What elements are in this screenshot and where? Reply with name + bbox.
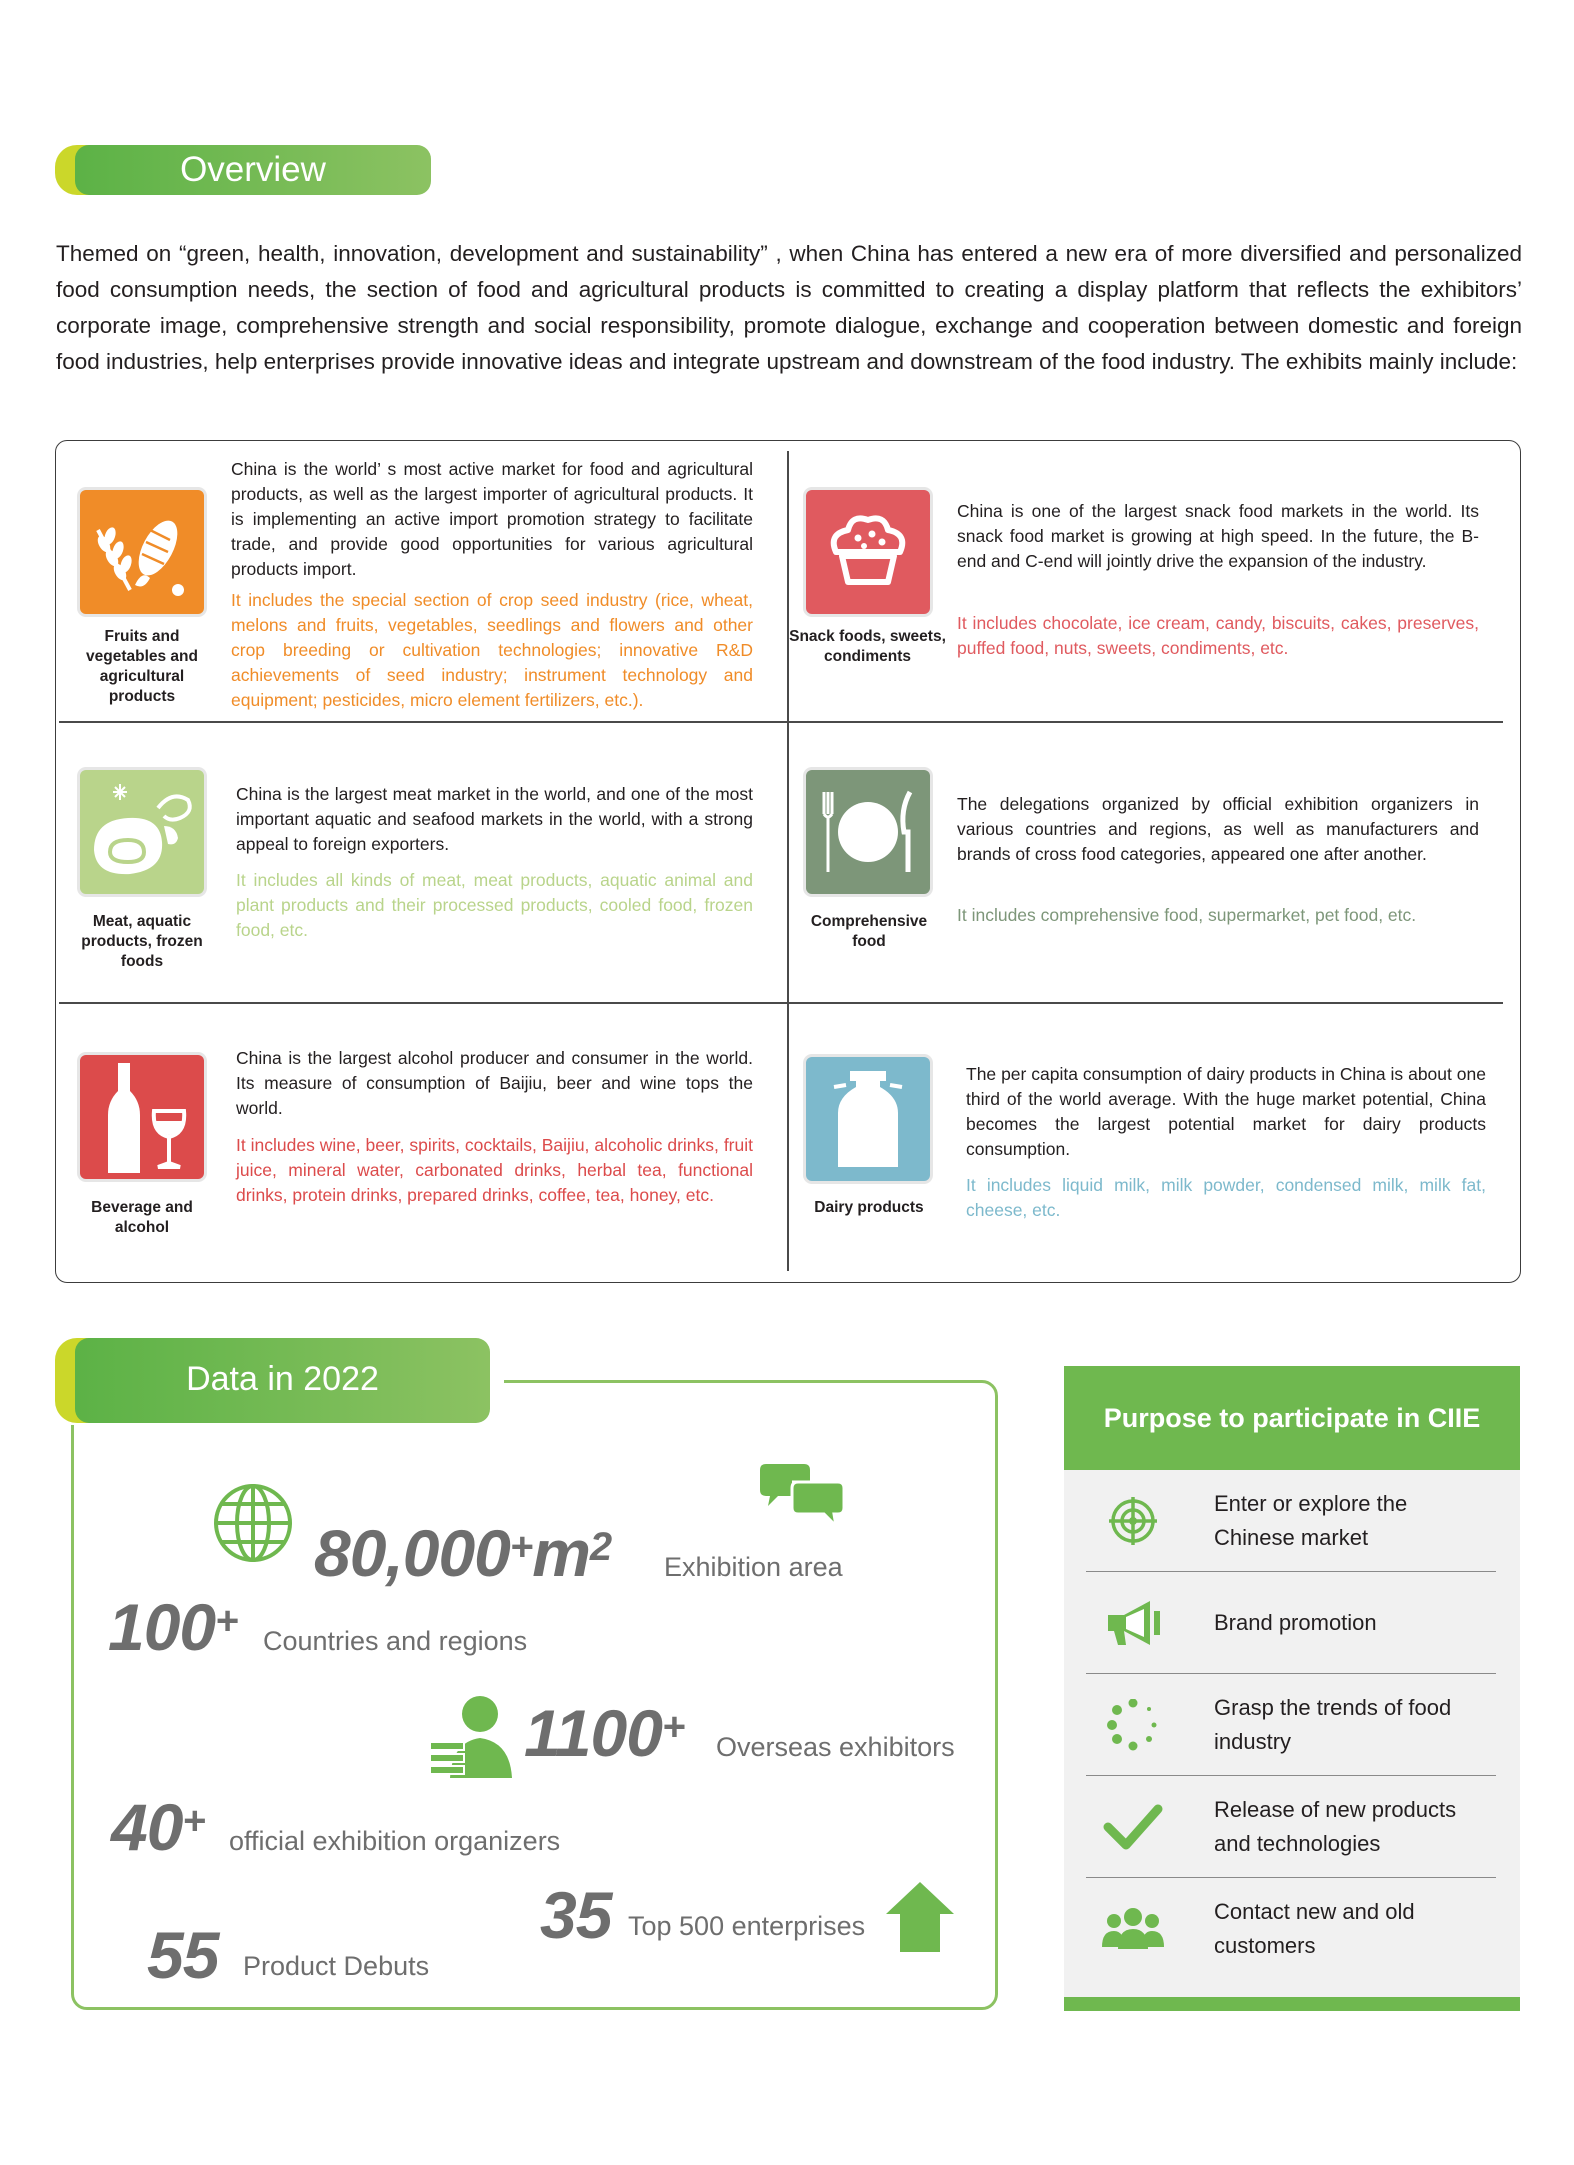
divider <box>59 1002 1503 1004</box>
category-includes: It includes comprehensive food, supermarket, pet food, etc. <box>957 905 1417 925</box>
overview-header <box>55 145 431 195</box>
stat-top500-value: 35 <box>540 1878 612 1952</box>
purpose-title: Purpose to participate in CIIE <box>1064 1366 1520 1470</box>
purpose-label: Contact new and old customers <box>1214 1899 1415 1958</box>
category-label: Comprehensive food <box>810 913 928 950</box>
plate-cutlery-icon <box>806 770 930 894</box>
stat-top500-label: Top 500 enterprises <box>628 1911 866 1941</box>
purpose-label: Brand promotion <box>1214 1609 1377 1635</box>
category-desc: China is the world’ s most active market for food and agricultural products, as well as the largest importer of agricultural products. It is implementing an active import promotion strategy to facilitate trade, and provide good opportunities for various agricultural products import. <box>231 459 753 579</box>
data-title: Data in 2022 <box>75 1338 490 1423</box>
category-desc: China is the largest alcohol producer and consumer in the world. Its measure of consumption of Baijiu, beer and wine tops the world. <box>236 1048 753 1118</box>
purpose-label: Grasp the trends of food industry <box>1214 1694 1452 1754</box>
category-desc: China is the largest meat market in the world, and one of the most important aquatic and seafood markets in the world, with a strong appeal to foreign exporters. <box>236 784 753 854</box>
overview-title: Overview <box>75 145 431 195</box>
category-label: Meat, aquatic products, frozen foods <box>81 913 203 970</box>
purpose-item <box>1086 1878 1496 1980</box>
purpose-panel <box>1064 1366 1520 2011</box>
person-list-icon <box>430 1692 514 1778</box>
divider <box>787 451 789 1271</box>
stat-overseas-exhibitors-label: Overseas exhibitors <box>716 1732 955 1762</box>
purpose-item <box>1086 1776 1496 1878</box>
megaphone-icon <box>1100 1597 1166 1649</box>
purpose-item <box>1086 1470 1496 1572</box>
wheat-corn-icon <box>80 490 204 614</box>
purpose-item <box>1086 1674 1496 1776</box>
stat-countries-value: 100+ <box>108 1590 238 1664</box>
meat-shrimp-icon <box>80 770 204 894</box>
category-includes: It includes all kinds of meat, meat products, aquatic animal and plant products and their processed products, cooled food, frozen food, etc. <box>236 870 753 940</box>
stat-countries-label: Countries and regions <box>263 1626 528 1656</box>
category-label: Fruits and vegetables and agricultural products <box>86 628 198 705</box>
stat-exhibition-area-value: $80,000^+m^2$ <box>314 1516 612 1590</box>
category-includes: It includes wine, beer, spirits, cocktails, Baijiu, alcoholic drinks, fruit juice, mineral water, carbonated drinks, herbal tea, functional drinks, protein drinks, prepared drinks, coffee, tea, honey, etc. <box>236 1135 753 1205</box>
stat-overseas-exhibitors-value: 1100+ <box>524 1696 685 1770</box>
stat-exhibition-area-label: Exhibition area <box>664 1552 843 1582</box>
target-icon <box>1100 1495 1166 1547</box>
divider <box>59 721 1503 723</box>
milk-can-icon <box>806 1057 930 1181</box>
category-desc: The per capita consumption of dairy products in China is about one third of the world average. With the huge market potential, China becomes the largest potential market for dairy products consumption. <box>966 1064 1486 1159</box>
category-label: Beverage and alcohol <box>91 1199 193 1236</box>
purpose-label: Release of new products and technologies <box>1214 1796 1457 1856</box>
cupcake-icon <box>806 490 930 614</box>
stat-organizers-value: 40+ <box>111 1790 205 1864</box>
category-includes: It includes chocolate, ice cream, candy, biscuits, cakes, preserves, puffed food, nuts, sweets, condiments, etc. <box>957 613 1479 658</box>
checkmark-icon <box>1100 1801 1166 1853</box>
house-arrow-icon <box>884 1880 956 1954</box>
stat-debuts-value: 55 <box>147 1918 219 1992</box>
category-includes: It includes the special section of crop seed industry (rice, wheat, melons and fruits, vegetables, seedlings and flowers and other crop breeding or cultivation technologies; innovative R&D achievements of seed industry; instrument technology and equipment; pesticides, micro element fertilizers, etc.). <box>231 590 753 710</box>
data-header <box>55 1338 490 1423</box>
stat-debuts-label: Product Debuts <box>243 1951 430 1981</box>
category-desc: The delegations organized by official exhibition organizers in various countries and regions, as well as manufacturers and brands of cross food categories, appeared one after another. <box>957 794 1479 864</box>
purpose-item <box>1086 1572 1496 1674</box>
chat-bubbles-icon <box>756 1460 848 1530</box>
category-includes: It includes liquid milk, milk powder, condensed milk, milk fat, cheese, etc. <box>966 1175 1486 1220</box>
purpose-label: Enter or explore the Chinese market <box>1214 1490 1408 1550</box>
globe-icon <box>212 1482 294 1564</box>
category-label: Snack foods, sweets, condiments <box>789 628 946 665</box>
overview-intro: Themed on “green, health, innovation, development and sustainability” , when China has entered a new era of more diversified and personalized food consumption needs, the section of food and agricultural products is committed to creating a display platform that reflects the exhibitors’ corporate image, comprehensive strength and social responsibility, promote dialogue, exchange and cooperation between domestic and foreign food industries, help enterprises provide innovative ideas and integrate upstream and downstream of the food industry. The exhibits mainly include: <box>56 241 1522 374</box>
people-icon <box>1100 1903 1166 1955</box>
bottle-glass-icon <box>80 1055 204 1179</box>
stat-organizers-label: official exhibition organizers <box>229 1826 561 1856</box>
category-label: Dairy products <box>814 1199 924 1216</box>
dots-spinner-icon <box>1100 1699 1166 1751</box>
category-desc: China is one of the largest snack food markets in the world. Its snack food market is growing at high speed. In the future, the B-end and C-end will jointly drive the expansion of the industry. <box>957 501 1479 571</box>
